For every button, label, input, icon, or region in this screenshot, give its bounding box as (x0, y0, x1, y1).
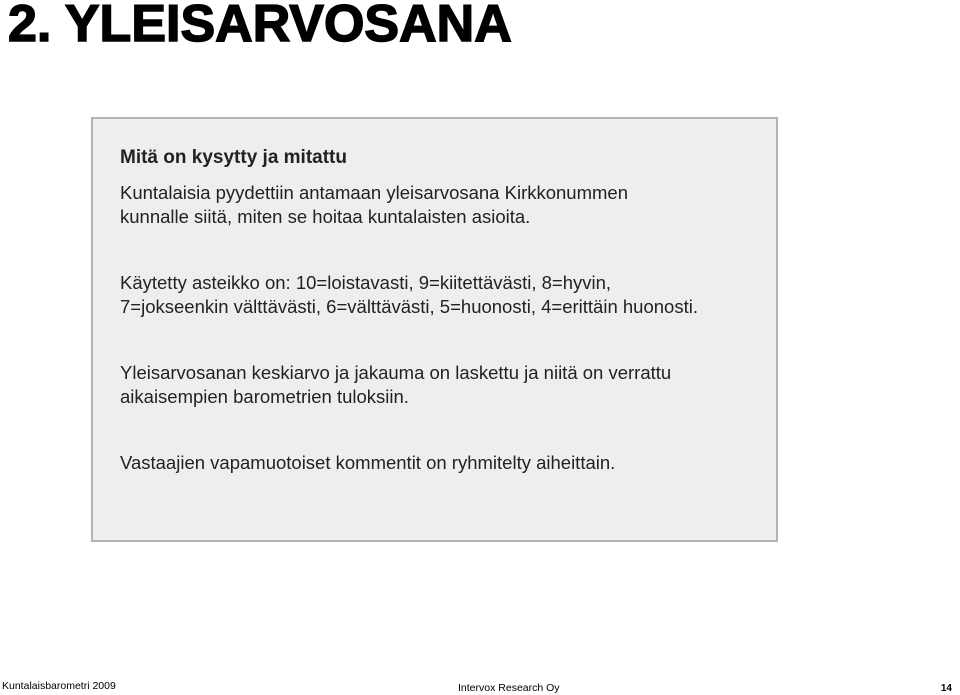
paragraph-comments (120, 451, 756, 475)
page-number: 14 (940, 683, 952, 694)
slide-title: 2. YLEISARVOSANA (8, 0, 512, 53)
paragraph-line: kunnalle siitä, miten se hoitaa kuntalaisten asioita. (120, 206, 531, 227)
box-heading: Mitä on kysytty ja mitattu (120, 147, 347, 168)
paragraph-line: Vastaajien vapamuotoiset kommentit on ryhmitelty aiheittain. (120, 452, 616, 473)
content-box (91, 117, 778, 542)
footer-report-name: Kuntalaisbarometri 2009 (2, 680, 116, 692)
paragraph-line: Käytetty asteikko on: 10=loistavasti, 9=kiitettävästi, 8=hyvin, (120, 272, 612, 293)
paragraph-line: Yleisarvosanan keskiarvo ja jakauma on laskettu ja niitä on verrattu (120, 362, 672, 383)
paragraph-line: Kuntalaisia pyydettiin antamaan yleisarvosana Kirkkonummen (120, 182, 628, 203)
paragraph-question (120, 181, 756, 229)
paragraph-scale (120, 271, 756, 319)
paragraph-line: 7=jokseenkin välttävästi, 6=välttävästi, 5=huonosti, 4=erittäin huonosti. (120, 296, 698, 317)
footer-company: Intervox Research Oy (458, 682, 560, 694)
paragraph-line: aikaisempien barometrien tuloksiin. (120, 386, 409, 407)
paragraph-average (120, 361, 756, 409)
